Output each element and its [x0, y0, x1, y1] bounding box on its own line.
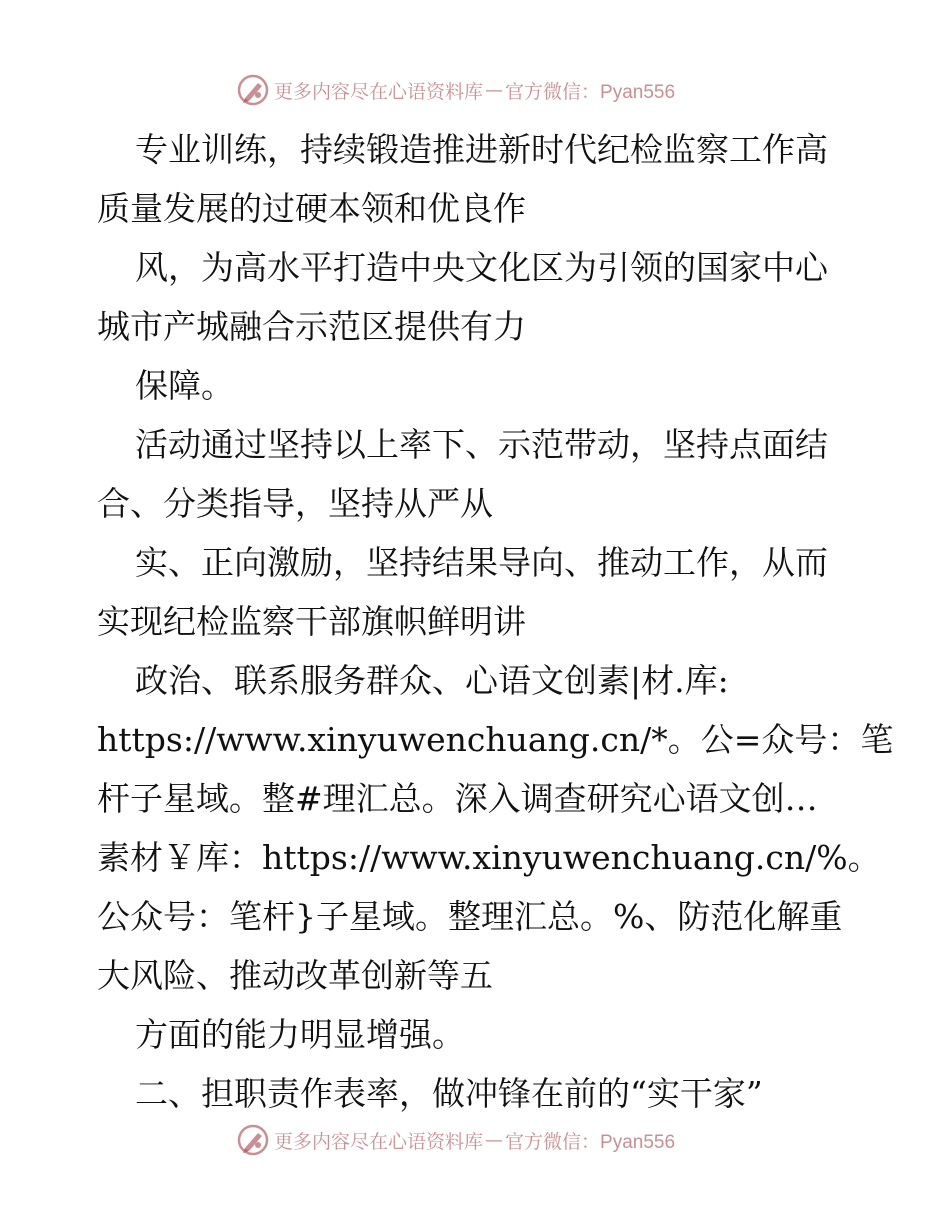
section-heading: 二、担职责作表率，做冲锋在前的“实干家” — [135, 1074, 763, 1113]
watermark-account: 官方微信：Pyan556 — [505, 81, 676, 103]
text-line: 专业训练，持续锻造推进新时代纪检监察工作高 — [135, 130, 828, 169]
text-line: 风，为高水平打造中央文化区为引领的国家中心 — [135, 248, 828, 287]
text-line: 大风险、推动改革创新等五 — [97, 956, 493, 995]
text-line: 方面的能力明显增强。 — [135, 1015, 465, 1054]
watermark-text: 更多内容尽在心语资料库 — [274, 1130, 484, 1153]
text-line: 保障。 — [135, 366, 234, 405]
watermark-dash: — — [485, 79, 504, 101]
text-line: 活动通过坚持以上率下、示范带动，坚持点面结 — [135, 425, 828, 464]
text-line: 素材￥库：https://www.xinyuwenchuang.cn/%。 — [97, 838, 881, 877]
text-line: 合、分类指导，坚持从严从 — [97, 484, 493, 523]
pen-logo-icon — [236, 1123, 270, 1157]
text-line: 实现纪检监察干部旗帜鲜明讲 — [97, 602, 526, 641]
text-line: 杆子星域。整#理汇总。深入调查研究心语文创… — [97, 779, 818, 818]
footer-watermark — [236, 1122, 675, 1158]
text-line: 实、正向激励，坚持结果导向、推动工作，从而 — [135, 543, 828, 582]
pen-logo-icon — [236, 73, 270, 107]
text-line: 政治、联系服务群众、心语文创素|材.库: — [135, 661, 729, 700]
text-line: https://www.xinyuwenchuang.cn/*。公=众号：笔 — [97, 720, 894, 759]
watermark-dash: — — [485, 1129, 504, 1151]
text-line: 质量发展的过硬本领和优良作 — [97, 189, 526, 228]
text-line: 公众号：笔杆}子星域。整理汇总。%、防范化解重 — [97, 897, 843, 936]
body-text — [97, 120, 894, 1123]
header-watermark — [236, 72, 675, 108]
watermark-text: 更多内容尽在心语资料库 — [274, 80, 484, 103]
text-line: 城市产城融合示范区提供有力 — [97, 307, 526, 346]
watermark-account: 官方微信：Pyan556 — [505, 1131, 676, 1153]
